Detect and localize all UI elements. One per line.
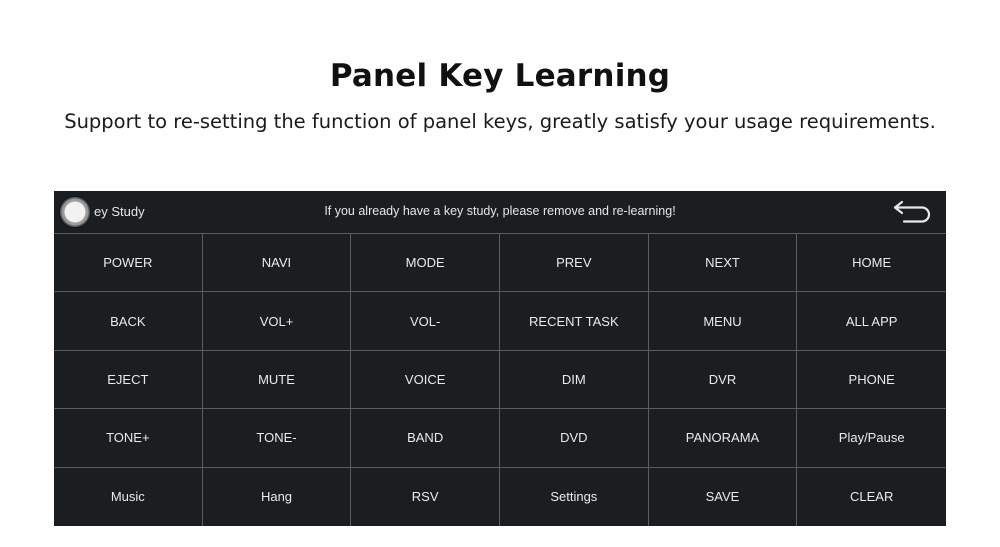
key-tone-down[interactable]: TONE- <box>203 409 352 467</box>
instruction-message: If you already have a key study, please remove and re-learning! <box>324 204 676 218</box>
key-next[interactable]: NEXT <box>649 234 798 292</box>
key-settings[interactable]: Settings <box>500 468 649 526</box>
head-unit-screen <box>54 191 946 526</box>
key-navi[interactable]: NAVI <box>203 234 352 292</box>
page-title: Panel Key Learning <box>329 58 671 94</box>
back-arrow-icon <box>890 197 936 227</box>
key-recent-task[interactable]: RECENT TASK <box>500 292 649 350</box>
key-rsv[interactable]: RSV <box>351 468 500 526</box>
key-play-pause[interactable]: Play/Pause <box>797 409 946 467</box>
key-music[interactable]: Music <box>54 468 203 526</box>
screen-header <box>54 191 946 234</box>
page-subtitle: Support to re-setting the function of panel keys, greatly satisfy your usage requirements. <box>64 110 936 133</box>
key-prev[interactable]: PREV <box>500 234 649 292</box>
key-tone-up[interactable]: TONE+ <box>54 409 203 467</box>
key-dim[interactable]: DIM <box>500 351 649 409</box>
key-vol-down[interactable]: VOL- <box>351 292 500 350</box>
key-voice[interactable]: VOICE <box>351 351 500 409</box>
key-eject[interactable]: EJECT <box>54 351 203 409</box>
back-button[interactable] <box>890 197 936 227</box>
key-home[interactable]: HOME <box>797 234 946 292</box>
key-power[interactable]: POWER <box>54 234 203 292</box>
key-save[interactable]: SAVE <box>649 468 798 526</box>
key-all-app[interactable]: ALL APP <box>797 292 946 350</box>
key-menu[interactable]: MENU <box>649 292 798 350</box>
key-vol-up[interactable]: VOL+ <box>203 292 352 350</box>
key-clear[interactable]: CLEAR <box>849 489 894 505</box>
key-dvr[interactable]: DVR <box>649 351 798 409</box>
key-mute[interactable]: MUTE <box>203 351 352 409</box>
key-mode[interactable]: MODE <box>351 234 500 292</box>
key-panorama[interactable]: PANORAMA <box>649 409 798 467</box>
key-hang[interactable]: Hang <box>203 468 352 526</box>
key-band[interactable]: BAND <box>351 409 500 467</box>
screen-title: ey Study <box>94 204 145 219</box>
key-grid <box>54 234 946 526</box>
floating-assistive-ball[interactable] <box>60 197 90 227</box>
key-dvd[interactable]: DVD <box>500 409 649 467</box>
key-back[interactable]: BACK <box>54 292 203 350</box>
key-phone[interactable]: PHONE <box>797 351 946 409</box>
